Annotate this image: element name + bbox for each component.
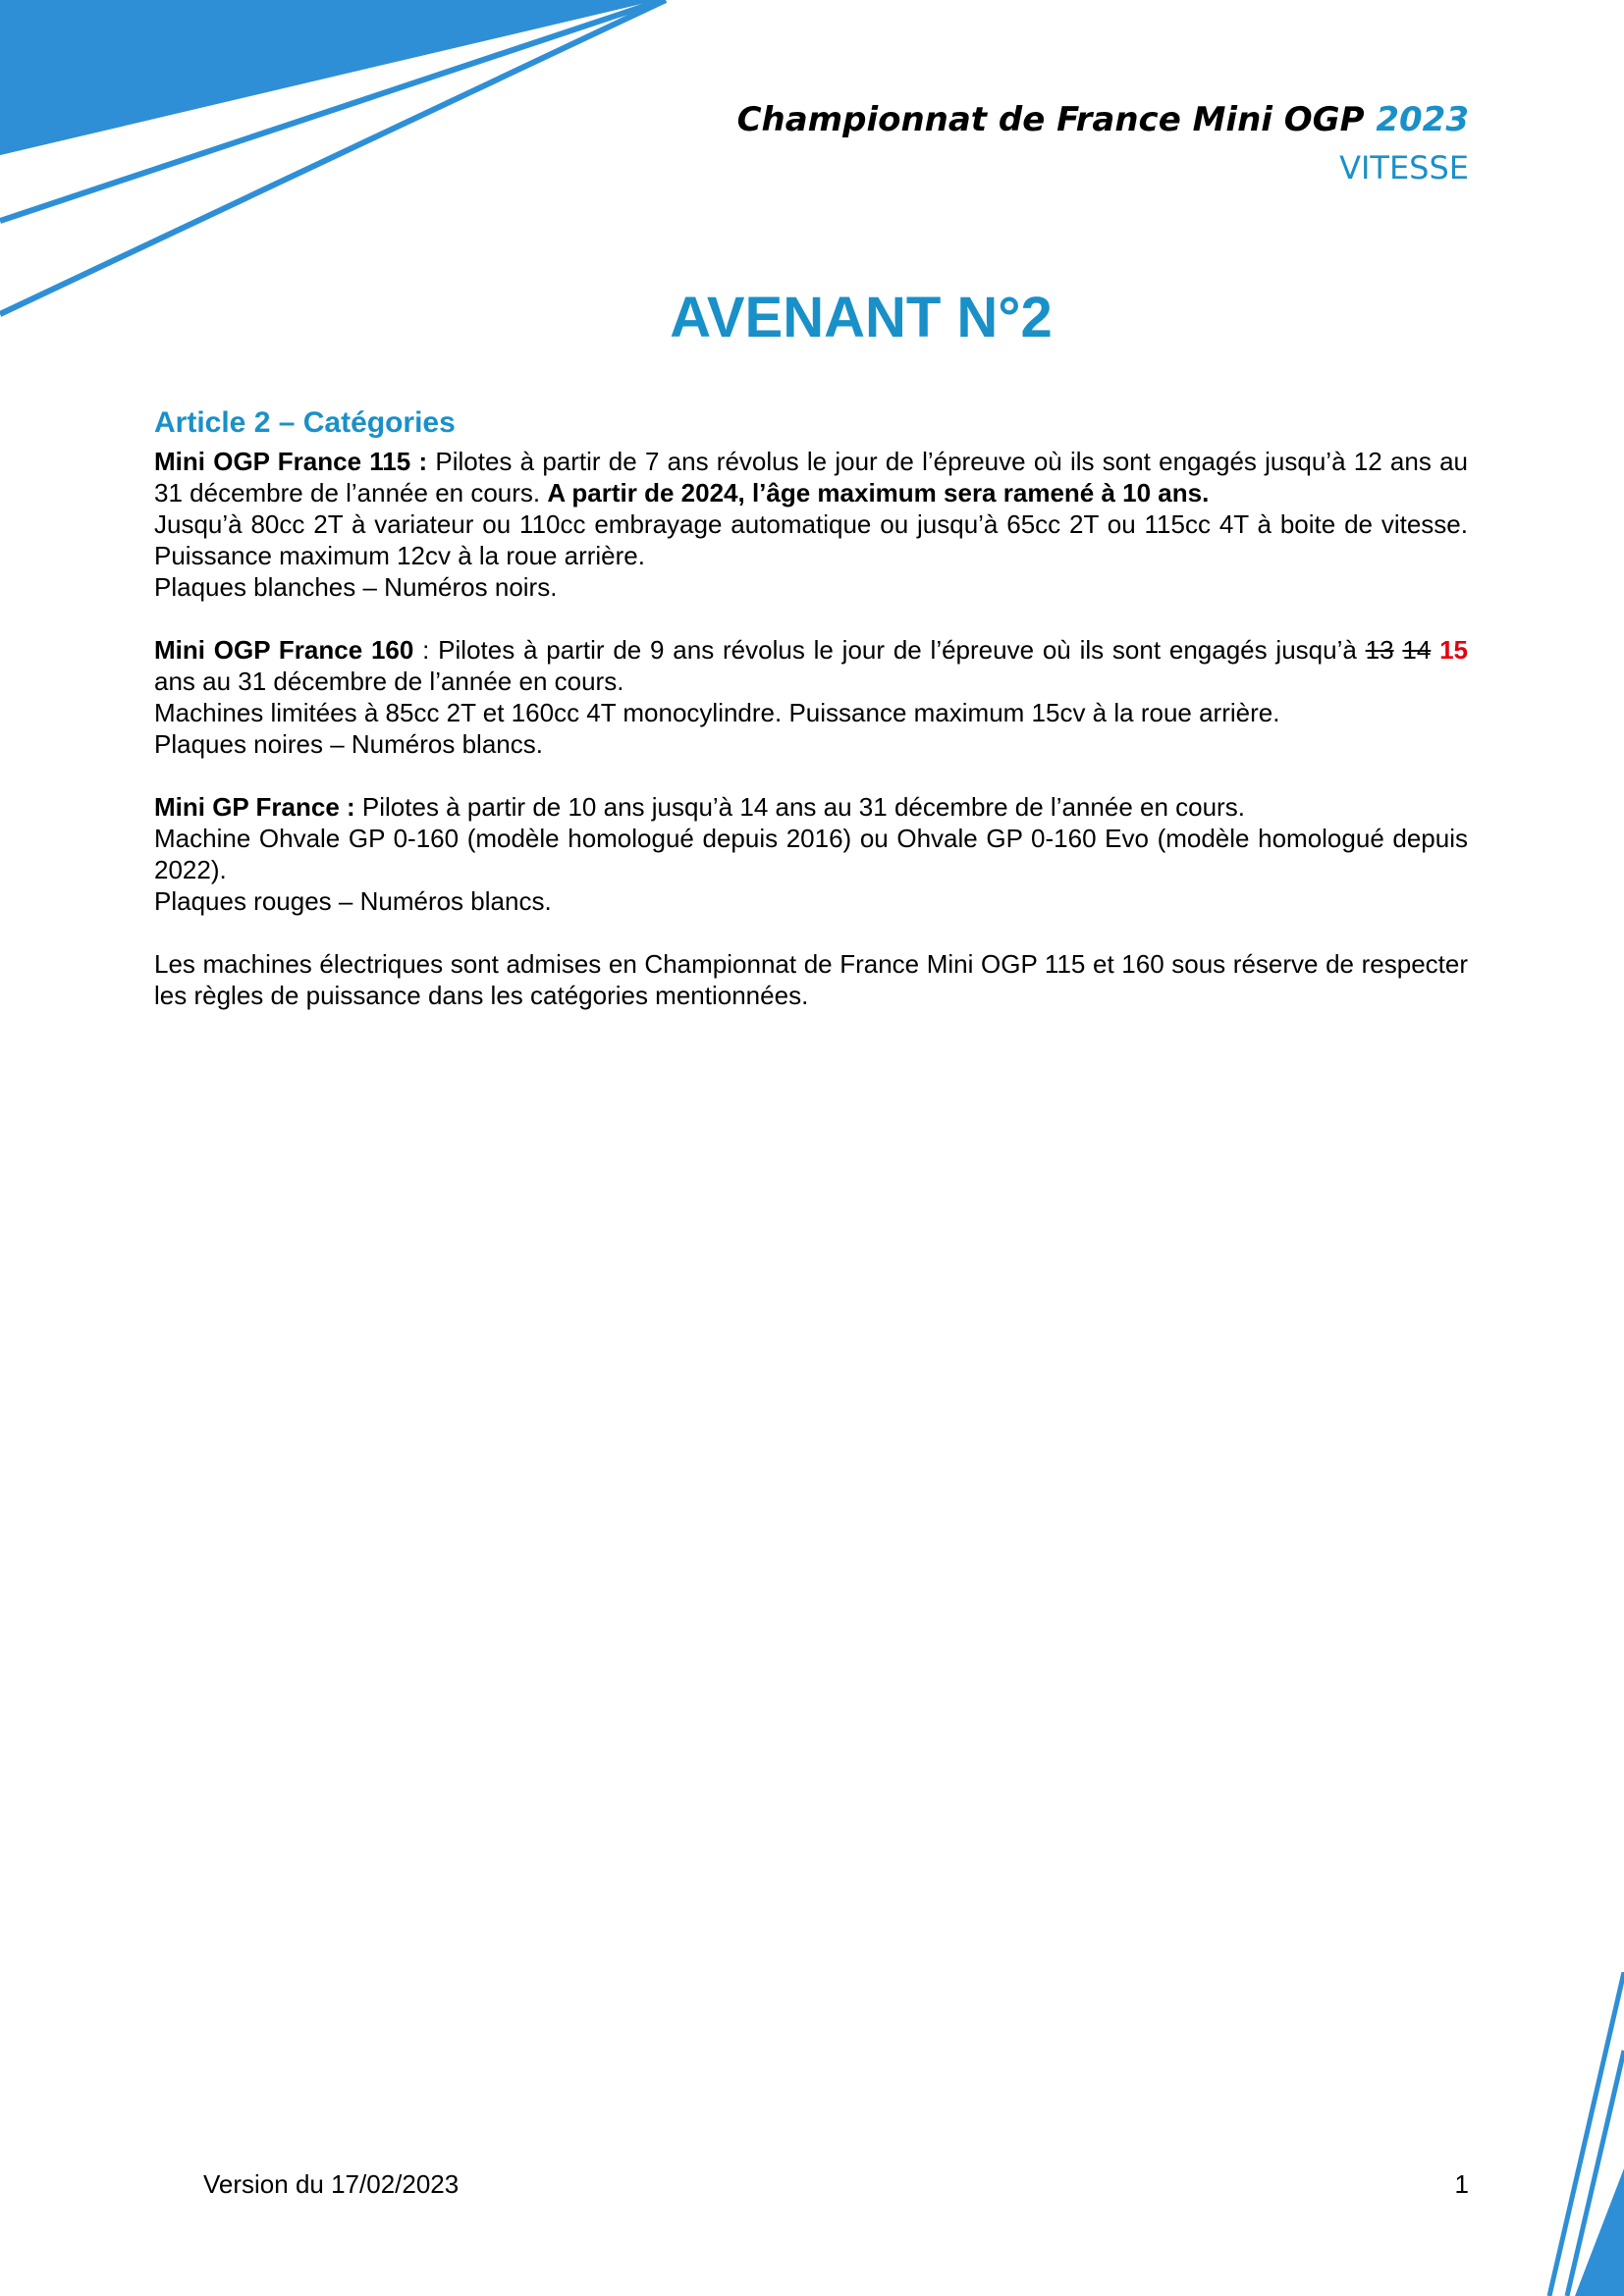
text-ogp115: Pilotes à partir de 7 ans révolus le jour de l’épreuve où ils sont engagés jusqu’à 12 ans au 31 décembre de l’année en cours. [154, 447, 1468, 507]
page-number: 1 [1454, 2169, 1469, 2199]
article-heading: Article 2 – Catégories [154, 406, 456, 439]
paragraph-ogp160-plates: Plaques noires – Numéros blancs. [154, 729, 543, 759]
paragraph-minigp [154, 791, 1468, 823]
document-title-text: AVENANT N°2 [670, 286, 1053, 349]
corner-decoration-top-left [0, 0, 668, 324]
struck-value-14: 14 [1402, 635, 1432, 665]
label-ogp160: Mini OGP France 160 [154, 635, 414, 665]
paragraph-ogp160-engine: Machines limitées à 85cc 2T et 160cc 4T monocylindre. Puissance maximum 15cv à la roue arrière. [154, 698, 1280, 727]
text-ogp160: : Pilotes à partir de 9 ans révolus le jour de l’épreuve où ils sont engagés jusqu’à [413, 635, 1366, 665]
struck-value-13: 13 [1365, 635, 1394, 665]
label-minigp: Mini GP France : [154, 792, 355, 822]
paragraph-minigp-plates: Plaques rouges – Numéros blancs. [154, 886, 552, 916]
new-value-15: 15 [1439, 635, 1469, 665]
paragraph-ogp160 [154, 634, 1468, 697]
header-subtitle: VITESSE [1339, 149, 1469, 187]
footer-version: Version du 17/02/2023 [203, 2169, 460, 2199]
paragraph-minigp-machine: Machine Ohvale GP 0-160 (modèle homologué depuis 2016) ou Ohvale GP 0-160 Evo (modèle homologué depuis 2022). [154, 824, 1468, 884]
paragraph-electric: Les machines électriques sont admises en Championnat de France Mini OGP 115 et 160 sous réserve de respecter les règles de puissance dans les catégories mentionnées. [154, 949, 1468, 1010]
header-title [737, 94, 1469, 145]
document-title [0, 285, 1624, 350]
paragraph-ogp115 [154, 446, 1468, 508]
document-body [154, 402, 1468, 1011]
header-title-main: Championnat de France Mini OGP [736, 100, 1365, 139]
text-ogp160-end: ans au 31 décembre de l’année en cours. [154, 667, 624, 696]
header-title-year: 2023 [1376, 100, 1469, 139]
note-ogp115: A partir de 2024, l’âge maximum sera ramené à 10 ans. [547, 478, 1210, 507]
label-ogp115: Mini OGP France 115 : [154, 447, 428, 476]
corner-decoration-bottom-right [1545, 1972, 1624, 2296]
paragraph-ogp115-plates: Plaques blanches – Numéros noirs. [154, 572, 558, 602]
text-minigp: Pilotes à partir de 10 ans jusqu’à 14 ans au 31 décembre de l’année en cours. [354, 792, 1245, 822]
paragraph-ogp115-engine: Jusqu’à 80cc 2T à variateur ou 110cc embrayage automatique ou jusqu’à 65cc 2T ou 115cc 4T à boite de vitesse. Puissance maximum 12cv à la roue arrière. [154, 509, 1468, 570]
header [737, 94, 1469, 190]
